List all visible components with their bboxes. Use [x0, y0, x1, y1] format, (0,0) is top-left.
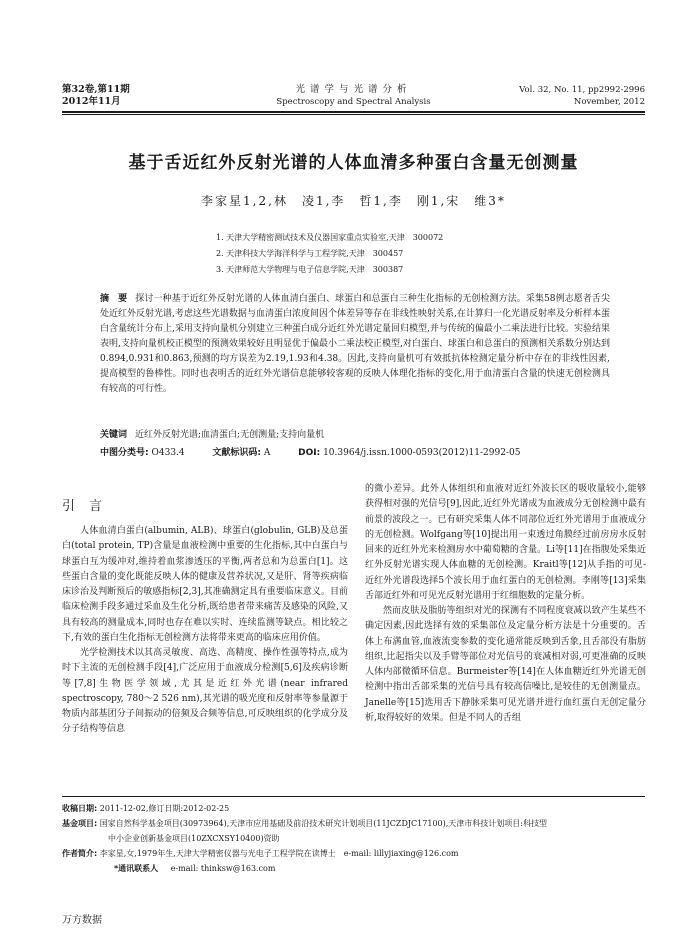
- author-bio-label: 作者简介:: [62, 849, 98, 858]
- fund-line2: 中小企业创新基金项目(10ZXCXSY10400)资助: [108, 834, 280, 843]
- clc-label: 中图分类号:: [100, 448, 149, 458]
- footnote-rule: [62, 796, 645, 797]
- abstract: [100, 292, 610, 397]
- body-paragraph: 的微小差异。此外人体组织和血液对近红外波长区的吸收量较小,能够获得相对强的光信号[9],因此,近红外光谱成为血液成分无创检测中最有前景的波段之一。已有研究采集人体不同部位近红外光谱用于血液成分的无创检测。Wolfgang等[10]提出用一束透过角膜经过前房房水反射回来的近红外光来检测房水中葡萄糖的含量。Li等[11]在指腹处采集近红外反射光谱实现人体血糖的无创检测。Kraitl等[12]从手指的可见-近红外光谱段选择5个波长用于血红蛋白的无创检测。李刚等[13]采集舌部近红外和可见光反射光谱用于红细胞数的定量分析。: [365, 484, 646, 601]
- author-bio: [62, 846, 645, 861]
- body-column-right: [365, 482, 646, 726]
- footnotes: [62, 801, 645, 876]
- issue-date-en: November, 2012: [573, 97, 645, 107]
- issue-info-en: [519, 84, 645, 108]
- keywords: [100, 428, 610, 442]
- keywords-label: 关键词: [100, 430, 128, 440]
- corresponding-author: [62, 861, 645, 876]
- body-column-left: [62, 524, 348, 738]
- journal-name-cn: 光谱学与光谱分析: [295, 84, 412, 95]
- body-paragraph: 然而皮肤及脂肪等组织对光的探测有不同程度衰减以致产生某些不确定因素,因此选择有效的采集部位及定量分析方法是十分重要的。舌体上布满血管,血液流变参数的变化通常能反映到舌象,且舌部没有脂肪组织,比起指尖以及手臂等部位对光信号的衰减相对弱,可更准确的反映人体内部微循环信息。Burmeister等[14]在人体血糖近红外光谱无创检测中指出舌部采集的光信号具有较高信噪比,是较佳的无创测量点。Janelle等[15]选用舌下静脉采集可见光谱并进行血红蛋白无创定量分析,取得较好的效果。但是不同人的舌组: [365, 606, 646, 723]
- received-label: 收稿日期:: [62, 804, 98, 813]
- abstract-text: 探讨一种基于近红外反射光谱的人体血清白蛋白、球蛋白和总蛋白三种生化指标的无创检测方法。采集58例志愿者舌尖处近红外反射光谱,考虑这些光谱数据与血清蛋白浓度间因个体差异等存在非线性映射关系,在计算归一化光谱反射率及分析样本蛋白含量统计分布上,采用支持向量机分别建立三种蛋白成分近红外光谱定量回归模型,并与传统的偏最小二乘法进行比较。实验结果表明,支持向量机校正模型的预测效果较好且明显优于偏最小二乘法校正模型,对白蛋白、球蛋白和总蛋白的预测相关系数分别达到0.894,0.931和0.863,预测的均方误差为2.19,1.93和4.38。因此,支持向量机可有效抵抗体检测定量分析中存在的非线性因素,提高模型的鲁棒性。同时也表明舌的近红外光谱信息能够较客观的反映人体理化指标的变化,用于血清蛋白含量的快速无创检测具有较高的可行性。: [100, 294, 610, 394]
- received-date: [62, 801, 645, 816]
- volume-issue: 第32卷,第11期: [62, 84, 130, 95]
- author-list: 李家星1,2,林 凌1,李 哲1,李 刚1,宋 维3*: [201, 194, 506, 208]
- section-heading: 引言: [62, 499, 117, 514]
- doc-code-value: A: [263, 448, 271, 458]
- volume-pages: Vol. 32, No. 11, pp2992-2996: [519, 85, 645, 95]
- affiliation-item: 1. 天津大学精密测试技术及仪器国家重点实验室,天津 300072: [216, 233, 444, 242]
- article-title: 基于舌近红外反射光谱的人体血清多种蛋白含量无创测量: [128, 153, 579, 173]
- affiliations: [216, 230, 443, 278]
- clc-value: O433.4: [151, 448, 185, 458]
- header-rule-thick: [62, 111, 645, 113]
- affiliation-item: 2. 天津科技大学海洋科学与工程学院,天津 300457: [216, 249, 404, 258]
- fund-line1: 国家自然科学基金项目(30973964),天津市应用基础及前沿技术研究计划项目(11JCZDJC17100),天津市科技计划项目:科技型: [99, 819, 547, 828]
- body-paragraph: 光学检测技术以其高灵敏度、高选、高精度、操作性强等特点,成为时下主流的无创检测手段[4],广泛应用于血液成分检测[5,6]及疾病诊断等[7,8]生物医学领域,尤其是近红外光谱(near infrared spectroscopy, 780～2 526 nm),其光谱的吸光度和反射率等参量源于物质内部基团分子间振动的倍频及合频等信息,可反映组织的化学成分及分子结构等信息: [62, 648, 348, 735]
- fund-info: [62, 816, 645, 831]
- doc-code-label: 文献标识码:: [212, 448, 261, 458]
- corresponding-email: e-mail: thinksw@163.com: [170, 864, 276, 873]
- abstract-label: 摘 要: [100, 294, 128, 304]
- fund-label: 基金项目:: [62, 819, 98, 828]
- corresponding-label: *通讯联系人: [114, 864, 159, 873]
- issue-date-cn: 2012年11月: [62, 96, 121, 107]
- journal-name-en: Spectroscopy and Spectral Analysis: [276, 97, 431, 107]
- author-bio-value: 李家星,女,1979年生,天津大学精密仪器与光电子工程学院在读博士 e-mail: lillyjiaxing@126.com: [99, 849, 459, 858]
- doi-label: DOI:: [298, 448, 321, 458]
- watermark: 万方数据: [62, 915, 102, 926]
- affiliation-item: 3. 天津师范大学物理与电子信息学院,天津 300387: [216, 265, 404, 274]
- received-value: 2011-12-02,修订日期:2012-02-25: [99, 804, 230, 813]
- doi-value: 10.3964/j.issn.1000-0593(2012)11-2992-05: [323, 448, 521, 458]
- journal-header: [62, 84, 645, 110]
- keywords-text: 近红外反射光谱;血清蛋白;无创测量;支持向量机: [135, 430, 325, 440]
- classification-line: [100, 446, 620, 460]
- body-paragraph: 人体血清白蛋白(albumin, ALB)、球蛋白(globulin, GLB)及总蛋白(total protein, TP)含量是血液检测中重要的生化指标,其中白蛋白与球蛋白互为缓冲对,维持着血浆渗透压的平衡,两者总和为总蛋白[1]。这些蛋白含量的变化既能反映人体的健康及营养状况,又是肝、肾等疾病临床诊治及判断预后的敏感指标[2,3],其准确测定具有重要临床意义。目前临床检测手段多通过采血及生化分析,既给患者带来痛苦及感染的风险,又具有较高的测量成本,同时也存在难以实时、连续监测等缺点。相比较之下,有效的蛋白生化指标无创检测方法将带来更高的临床应用价值。: [62, 526, 348, 643]
- header-rule-thin: [62, 114, 645, 115]
